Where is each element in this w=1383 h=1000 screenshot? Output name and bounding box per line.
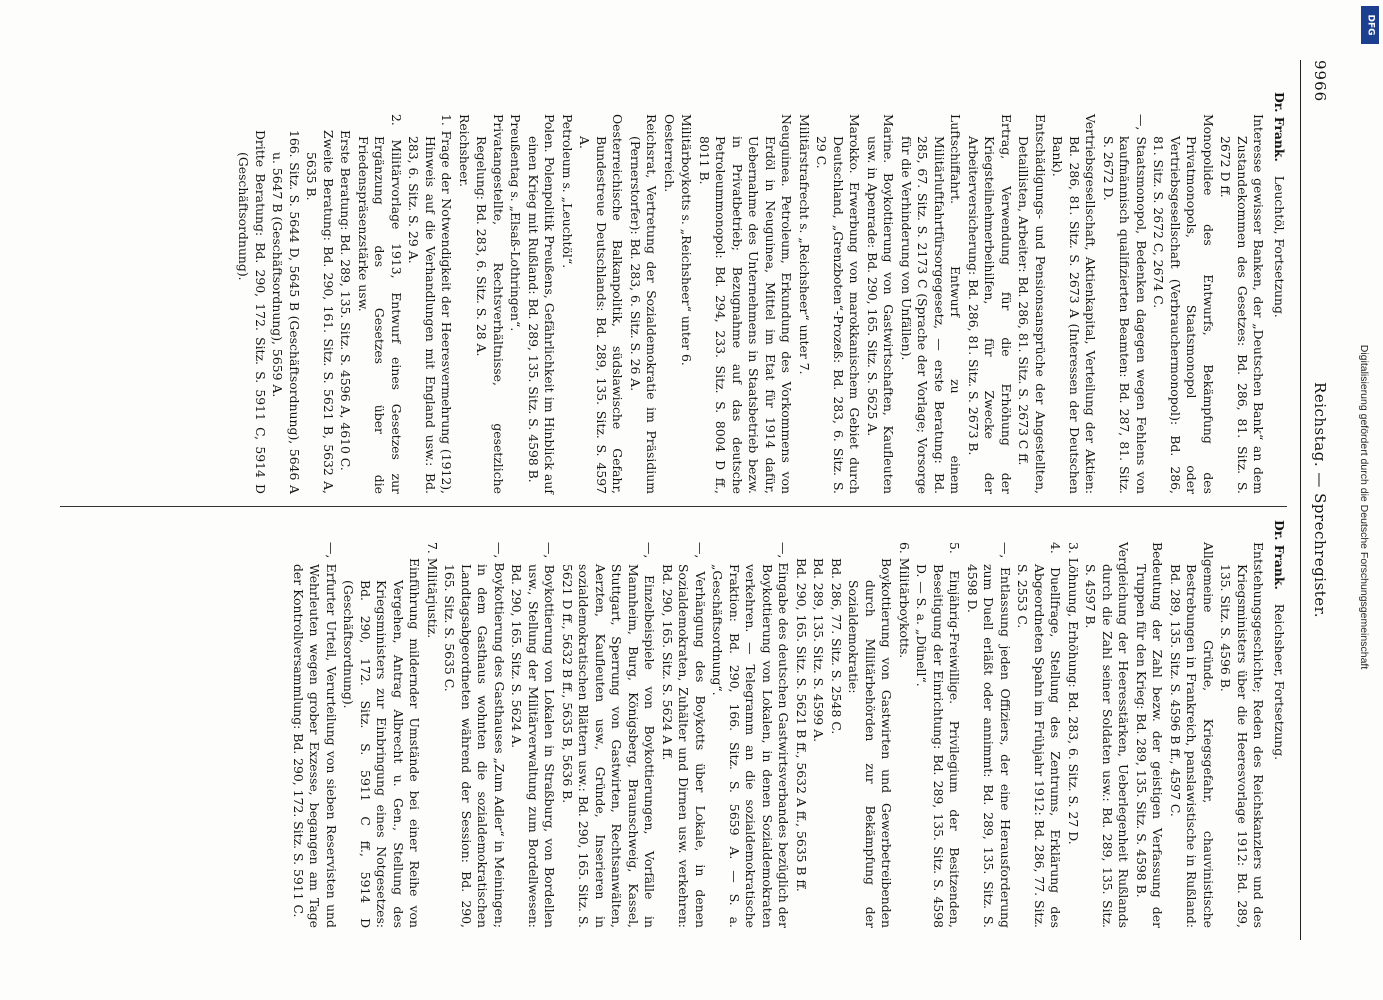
index-entry: Vertriebsgesellschaft, Aktienkapital, Verteilung der Aktien: Bd. 286, 81. Sitz. S. 2673 A (Interessen der Deutschen Bank).: [1050, 114, 1099, 494]
index-entry: Zweite Beratung: Bd. 290, 161. Sitz. S. 5621 B, 5632 A, 5635 B.: [304, 130, 336, 494]
index-entry: Bd. 286, 77. Sitz. S. 2548 C.: [829, 558, 844, 735]
index-entry: Bd. 289, 135. Sitz. S. 4599 A.: [811, 558, 827, 743]
index-entry: Militärstrafrecht s. „Reichsheer“ unter 7.: [797, 114, 812, 375]
index-entry: Entstehungsgeschichte; Reden des Reichskanzlers und des Kriegsministers über die Heeresvorlage 1912: Bd. 289, 135. Sitz. S. 4596 B.: [1218, 542, 1267, 928]
section-heading: Leuchtöl, Fortsetzung.: [1272, 175, 1287, 318]
index-entry: Neuguinea. Petroleum, Erkundung des Vorkommens von Erdöl in Neuguinea, Mittel im Etat für 1914 dafür, Uebernahme des Unternehmens in Staatsbetrieb bezw. in Privatbetrieb; Bezugnahme auf das deutsche Petroleummonopol: Bd. 294, 233. Sitz. S. 8004 D ff., 8011 B.: [697, 114, 795, 494]
index-entry: Reichsheer.: [457, 114, 472, 188]
index-entry: Petroleum s. „Leuchtöl“.: [560, 114, 575, 269]
index-entry: Allgemeine Gründe, Kriegsgefahr, chauvinistische Bestrebungen in Frankreich, panslawistische in Rußland: Bd. 289, 135. Sitz. S. 4596 B ff., 4597 C.: [1168, 542, 1216, 928]
index-entry: Oesterreichische Balkanpolitik, südslawische Gefahr, Bundestreue Deutschlands: Bd. 289, 135. Sitz. S. 4597 A.: [577, 114, 626, 494]
index-entry: 1. Frage der Notwendigkeit der Heeresvermehrung (1912), Hinweis auf die Verhandlungen mit England usw.: Bd. 283, 6. Sitz. S. 29 A.: [406, 114, 455, 494]
left-column-heading: [1271, 92, 1288, 494]
index-entry: —, Boykottierung des Gasthauses „Zum Adler“ in Meiningen; in dem Gasthaus wohnten die sozialdemokratischen Landtagsabgeordneten während der Session: Bd. 290, 165. Sitz. S. 5635 C.: [442, 542, 507, 928]
index-entry: Bd. 290, 165. Sitz. S. 5621 B ff., 5632 A ff., 5635 B ff.: [794, 558, 809, 892]
index-entry: —, Erfurter Urteil, Verurteilung von sieben Reservisten und Wehrleuten wegen grober Exzesse, begangen am Tage der Kontrollversammlung: Bd. 290, 172. Sitz. S. 5911 C.: [291, 542, 339, 928]
index-entry: Vergleichung der Heeresstärken, Ueberlegenheit Rußlands durch die Zahl seiner Soldaten usw.: Bd. 289, 135. Sitz. S. 4597 B.: [1083, 542, 1132, 928]
index-entry: —, Staatsmonopol, Bedenken dagegen wegen Fehlens von kaufmännisch qualifizierten Beamten: Bd. 287, 81. Sitz. S. 2672 D.: [1101, 114, 1149, 494]
speaker-name: Dr. Frank.: [1272, 520, 1287, 590]
index-entry: Polen. Polenpolitik Preußens, Gefährlichkeit im Hinblick auf einen Krieg mit Rußland: Bd. 289, 135. Sitz. S. 4598 B.: [526, 114, 558, 494]
index-entry: —, Entlassung jeden Offiziers, der eine Herausforderung zum Duell erläßt oder annimmt: Bd. 289, 135. Sitz. S. 4598 D.: [965, 542, 1013, 928]
right-column: [289, 520, 1288, 928]
right-column-heading: [1271, 520, 1288, 928]
index-entry: 5. Einjährig-Freiwillige. Privilegium der Besitzenden, Beseitigung der Einrichtung: Bd. 289, 135. Sitz. S. 4598 D. — S. a. „Dünell“.: [914, 542, 963, 928]
index-entry: —, Boykottierung von Lokalen in Straßburg, von Bordellen usw., Stellung der Militärverwaltung zum Bordellwesen: Bd. 290, 165. Sitz. S. 5624 A.: [509, 542, 558, 928]
column-divider: [60, 506, 1287, 507]
index-entry: Marine. Boykottierung von Gastwirtschaften, Kaufleuten usw. in Apenrade: Bd. 290, 165. Sitz. S. 5625 A.: [865, 114, 897, 494]
index-entry: Militärboykotts s. „Reichsheer“ unter 6.: [679, 114, 695, 366]
index-entry: Entschädigungs- und Pensionsansprüche der Angestellten, Detaillisten, Arbeiter: Bd. 286, 81. Sitz. S. 2673 C ff.: [1016, 114, 1048, 494]
left-entries: [235, 92, 1267, 494]
index-entry: 3. Löhnung, Erhöhung: Bd. 283, 6. Sitz. S. 27 D.: [1066, 542, 1081, 845]
index-entry: 6. Militärboykotts.: [897, 542, 912, 659]
dfg-logo: DFG: [1361, 6, 1379, 44]
index-entry: 2. Militärvorlage 1913, Entwurf eines Gesetzes zur Ergänzung des Gesetzes über die Friedenspräsenzstärke usw.: [356, 114, 404, 494]
speaker-name: Dr. Frank.: [1272, 92, 1287, 162]
index-entry: —, Verhängung des Boykotts über Lokale, in denen Sozialdemokraten, Zuhälter und Dirnen usw. verkehren: Bd. 290, 165. Sitz. S. 5624 A ff.: [660, 542, 708, 928]
index-entry: Monopolidee des Entwurfs, Bekämpfung des Privatmonopols, Staatsmonopol oder Vertriebsgesellschaft (Verbrauchermonopol): Bd. 286, 81. Sitz. S. 2672 C, 2674 C.: [1151, 114, 1216, 494]
right-entries: [290, 520, 1267, 928]
index-entry: Einführung mildernder Umstände bei einer Reihe von Vergehen, Antrag Albrecht u. Gen., Stellung des Kriegsministers zur Einbringung eines Notgesetzes: Bd. 290, 172. Sitz. S. 5911 C ff., 5914 D (Geschäftsordnung).: [341, 558, 423, 928]
header-rule: [1300, 60, 1301, 940]
index-entry: Interesse gewisser Banken, der „Deutschen Bank“ an dem Zustandekommen des Gesetzes: Bd. 286, 81. Sitz. S. 2672 D ff.: [1218, 114, 1267, 494]
index-entry: 166. Sitz. S. 5644 D, 5645 B (Geschäftsordnung), 5646 A u. 5647 B (Geschäftsordnung), 5659 A.: [270, 130, 302, 494]
index-entry: Privatangestellte, Rechtsverhältnisse, gesetzliche Regelung: Bd. 283, 6. Sitz. S. 28 A.: [474, 114, 506, 494]
funding-note: Digitalisierung gefördert durch die Deutsche Forschungsgemeinschaft: [1358, 344, 1370, 670]
index-entry: Preußentag s. „Elsaß-Lothringen“.: [508, 114, 524, 332]
dfg-sidebar: [1359, 0, 1383, 1000]
index-entry: Ertrag, Verwendung für die Erhöhung der Kriegsteilnehmerbeihilfen, für Zwecke der Arbeiterversicherung: Bd. 286, 81. Sitz. S. 2673 B.: [966, 114, 1014, 494]
index-entry: Luftschiffahrt. Entwurf zu einem Militärluftfahrtfürsorgegesetz, — erste Beratung: Bd. 285, 67. Sitz. S. 2173 C (Sprache der Vorlage; Vorsorge für die Verhinderung von Unfällen).: [899, 114, 964, 494]
index-entry: Boykottierung von Gastwirten und Gewerbetreibenden durch Militärbehörden zur Bekämpfung der Sozialdemokratie:: [846, 558, 895, 928]
index-entry: 4. Duellfrage, Stellung des Zentrums, Erklärung des Abgeordneten Spahn im Frühjahr 1912: Bd. 286, 77. Sitz. S. 2553 C.: [1015, 542, 1064, 928]
index-entry: —, Eingabe des deutschen Gastwirtsverbandes bezüglich der Boykottierung von Lokalen, in denen Sozialdemokraten verkehren. — Telegramm an die sozialdemokratische Fraktion: Bd. 290, 166. Sitz. S. 5659 A. — S. a. „Geschäftsordnung“.: [710, 542, 792, 928]
index-entry: Oesterreich.: [662, 114, 677, 193]
page-header: [1309, 60, 1329, 940]
index-entry: —, Einzelbeispiele von Boykottierungen, Vorfälle in Mannheim, Burg, Königsberg, Braunschweig, Kassel, Stuttgart, Sperrung von Gastwirten, Rechtsanwälten, Aerzten, Kaufleuten usw., Gründe, Inserieren in sozialdemokratischen Blättern usw.: Bd. 290, 165. Sitz. S. 5621 D ff., 5632 B ff., 5635 B, 5636 B.: [560, 542, 658, 928]
index-entry: Bedeutung der Zahl bezw. der geistigen Verfassung der Truppen für den Krieg: Bd. 289, 135. Sitz. S. 4598 B.: [1134, 542, 1166, 928]
index-entry: Reichsrat, Vertretung der Sozialdemokratie im Präsidium (Pernerstorfer): Bd. 283, 6. Sitz. S. 26 A.: [628, 114, 660, 494]
page-title: Reichstag. — Sprechregister.: [1311, 382, 1329, 618]
index-entry: Dritte Beratung: Bd. 290, 172. Sitz. S. 5911 C, 5914 D (Geschäftsordnung).: [236, 130, 268, 494]
index-entry: Marokko. Erwerbung von marokkanischem Gebiet durch Deutschland, „Grenzboten“-Prozeß: Bd. 283, 6. Sitz. S. 29 C.: [814, 114, 863, 494]
left-column: [234, 92, 1287, 494]
index-entry: 7. Militärjustiz.: [425, 542, 440, 639]
page-number: 9966: [1311, 60, 1329, 103]
section-heading: Reichsheer, Fortsetzung.: [1272, 603, 1287, 761]
index-entry: Erste Beratung: Bd. 289, 135. Sitz. S. 4596 A, 4610 C.: [338, 130, 354, 471]
